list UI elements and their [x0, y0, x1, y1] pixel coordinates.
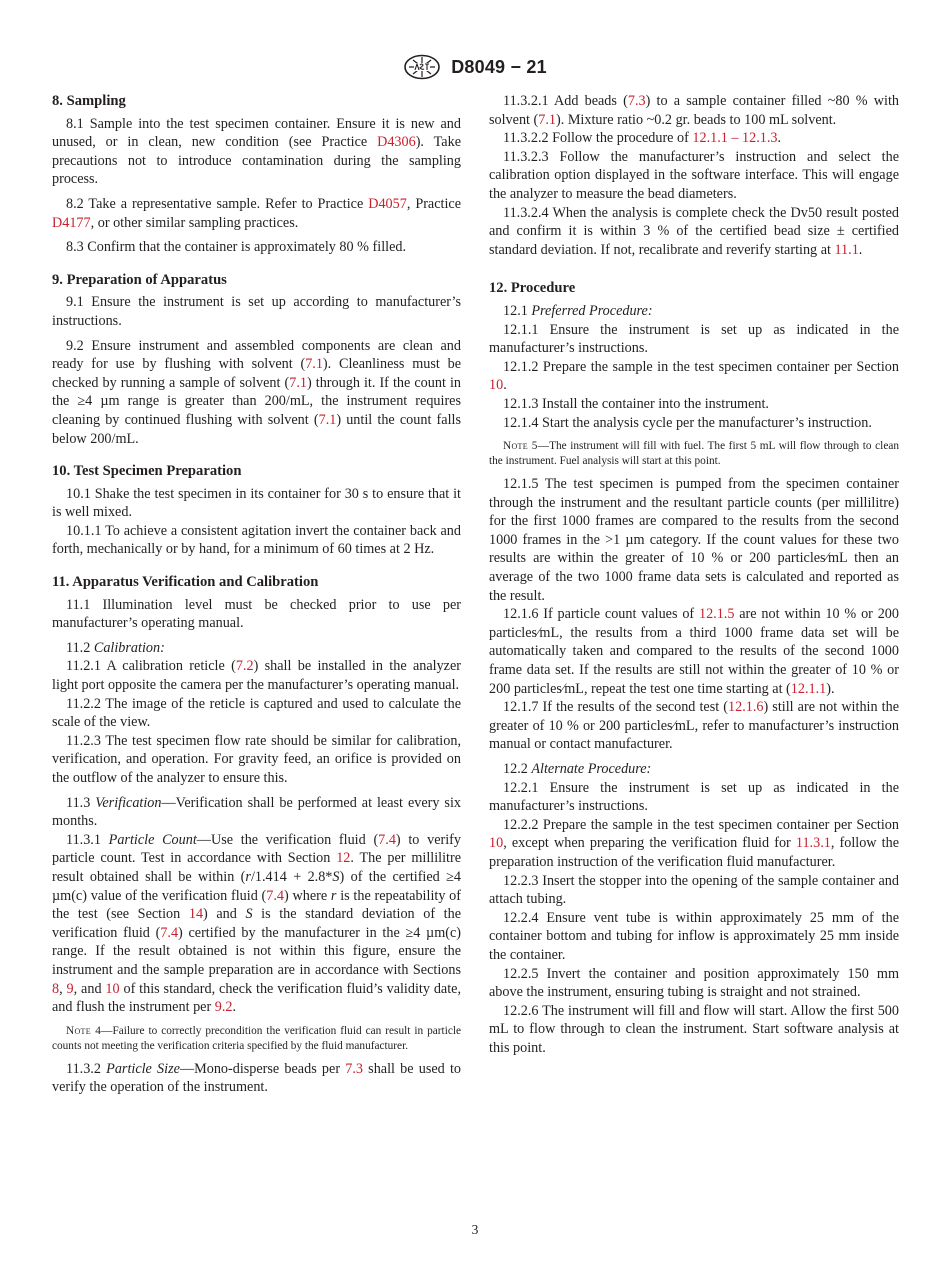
- ref-7-1-link[interactable]: 7.1: [305, 356, 323, 373]
- section-11-heading: 11. Apparatus Verification and Calibration: [52, 574, 319, 591]
- para-11-1: 11.1 Illumination level must be checked prior to use per manufacturer’s operating manual.: [52, 596, 461, 632]
- para-12-2-4: 12.2.4 Ensure vent tube is within approximately 25 mm of the container bottom and tubing for inflow is approximately 25 mm inside the container.: [489, 909, 899, 963]
- ref-11-3-1-link[interactable]: 11.3.1: [795, 835, 831, 852]
- ref-section-10-link[interactable]: 10: [489, 835, 504, 852]
- para-11-2: 11.2 Calibration:: [66, 639, 165, 656]
- para-8-3: 8.3 Confirm that the container is approximately 80 % filled.: [66, 239, 407, 256]
- para-9-1: 9.1 Ensure the instrument is set up according to manufacturer’s instructions.: [52, 294, 461, 329]
- para-10-1-1: 10.1.1 To achieve a consistent agitation invert the container back and forth, mechanically or by hand, for a minimum of 60 times at 2 Hz.: [52, 522, 461, 558]
- ref-11-1-link[interactable]: 11.1: [834, 241, 859, 258]
- ref-7-1-link[interactable]: 7.1: [318, 411, 337, 428]
- para-8-1: 8.1 Sample into the test specimen container. Ensure it is new and unused, or in clean, new condition (see Practice D4306). Take precautions not to introduce contamination during the sampling process.: [52, 115, 461, 188]
- section-12-heading: 12. Procedure: [489, 280, 576, 297]
- document-designation: D8049 − 21: [451, 56, 547, 77]
- note-4: Note 4—Failure to correctly precondition the verification fluid can result in particle counts not meeting the verification criteria specified by the fluid manufacturer.: [52, 1024, 461, 1052]
- para-12-1: 12.1 Preferred Procedure:: [503, 302, 653, 319]
- note-5: Note 5—The instrument will fill with fuel. The first 5 mL will flow through to clean the instrument. Fuel analysis will start at this point.: [489, 440, 899, 468]
- ref-7-1-link[interactable]: 7.1: [289, 374, 307, 391]
- para-11-2-2: 11.2.2 The image of the reticle is captured and used to calculate the scale of the view.: [52, 695, 461, 731]
- ref-7-4-link[interactable]: 7.4: [160, 924, 179, 941]
- para-12-2-1: 12.2.1 Ensure the instrument is set up as indicated in the manufacturer’s instructions.: [489, 779, 899, 815]
- para-12-1-2: 12.1.2 Prepare the sample in the test specimen container per Section 10.: [489, 358, 899, 394]
- ref-d4057-link[interactable]: D4057: [368, 195, 407, 212]
- ref-7-4-link[interactable]: 7.4: [266, 887, 285, 904]
- para-12-2: 12.2 Alternate Procedure:: [503, 761, 652, 777]
- para-11-3-2-3: 11.3.2.3 Follow the manufacturer’s instruction and select the calibration option displayed in the software interface. This will engage the analyzer to measure the bead diameters.: [489, 148, 899, 202]
- ref-12-1-6-link[interactable]: 12.1.6: [728, 699, 764, 716]
- para-12-2-2: 12.2.2 Prepare the sample in the test specimen container per Section 10, except when preparing the verification fluid for 11.3.1, follow the preparation instruction of the verification fluid manufacturer.: [489, 816, 900, 870]
- para-12-2-6: 12.2.6 The instrument will fill and flow will start. Allow the first 500 mL to flow through to clean the instrument. Start software analysis at this point.: [489, 1002, 899, 1056]
- ref-7-3-link[interactable]: 7.3: [627, 93, 646, 109]
- para-12-2-3: 12.2.3 Insert the stopper into the opening of the sample container and attach tubing.: [489, 872, 899, 908]
- para-11-3-1: 11.3.1 Particle Count—Use the verification fluid (7.4) to verify particle count. Test in accordance with Section 12. The per millilitre result obtained shall be within (r/1.414 + 2.8*S) of the certified ≥4 µm(c) value of the verification fluid (7.4) where r is the repeatability of the test (see Section 14) and S is the standard deviation of the verification fluid (7.4) certified by the manufacturer in the ≥4 µm(c) range. If the result obtained is not within this figure, ensure the instrument and the sample preparation are in accordance with Sections 8, 9, and 10 of this standard, check the verification fluid’s validity date, and flush the instrument per 9.2.: [52, 831, 462, 1016]
- ref-section-10-link[interactable]: 10: [105, 980, 120, 997]
- para-8-2: 8.2 Take a representative sample. Refer to Practice D4057, Practice D4177, or other similar sampling practices.: [52, 195, 462, 231]
- para-11-3-2-2: 11.3.2.2 Follow the procedure of 12.1.1 – 12.1.3.: [503, 130, 782, 147]
- section-10-heading: 10. Test Specimen Preparation: [52, 463, 242, 480]
- ref-12-1-1-link[interactable]: 12.1.1: [790, 680, 827, 697]
- ref-d4306-link[interactable]: D4306: [377, 134, 416, 151]
- para-12-1-5: 12.1.5 The test specimen is pumped from the specimen container through the instrument and the resultant particle counts (per millilitre) for the first 1000 frames are compared to the results from the second 1000 frames in the >1 µm category. If the count values for these two results are within the greater of 10 % or 200 particles⁄mL then an average of the two 1000 frame data sets is calculated and reported as the result.: [489, 476, 899, 604]
- ref-7-1-link[interactable]: 7.1: [538, 111, 556, 128]
- ref-d4177-link[interactable]: D4177: [52, 214, 91, 231]
- para-12-1-6: 12.1.6 If particle count values of 12.1.5 are not within 10 % or 200 particles⁄mL, the results from a third 1000 frame data set will be automatically taken and compared to the results of the second 1000 frame data set. If the results are still not within the greater of 10 % or 200 particles⁄mL, repeat the test one time starting at (12.1.1).: [489, 606, 899, 697]
- para-11-2-1: 11.2.1 A calibration reticle (7.2) shall be installed in the analyzer light port opposite the camera per the manufacturer’s operating manual.: [52, 658, 461, 694]
- para-11-3-2-4: 11.3.2.4 When the analysis is complete check the Dv50 result posted and confirm it is within 3 % of the certified bead size ± certified standard deviation. If not, recalibrate and reverify starting at 11.1.: [489, 204, 899, 258]
- ref-section-10-link[interactable]: 10: [489, 377, 504, 394]
- para-12-1-1: 12.1.1 Ensure the instrument is set up as indicated in the manufacturer’s instructions.: [489, 321, 899, 357]
- ref-7-3-link[interactable]: 7.3: [345, 1060, 363, 1077]
- ref-section-12-link[interactable]: 12: [336, 850, 351, 867]
- ref-section-9-link[interactable]: 9: [66, 980, 74, 997]
- page-header: [0, 54, 950, 80]
- section-9-heading: 9. Preparation of Apparatus: [52, 271, 227, 288]
- ref-section-14-link[interactable]: 14: [188, 906, 204, 923]
- para-11-3-2-1: 11.3.2.1 Add beads (7.3) to a sample container filled ~80 % with solvent (7.1). Mixture ratio ~0.2 gr. beads to 100 mL solvent.: [489, 93, 899, 128]
- para-11-3: 11.3 Verification—Verification shall be performed at least every six months.: [52, 794, 461, 830]
- ref-9-2-link[interactable]: 9.2: [214, 999, 233, 1016]
- ref-12-1-5-link[interactable]: 12.1.5: [698, 606, 735, 623]
- para-9-2: 9.2 Ensure instrument and assembled components are clean and ready for use by flushing with solvent (7.1). Cleanliness must be checked by running a sample of solvent (7.1) through it. If the count in the ≥4 µm range is greater than 200/mL, the instrument requires cleaning by continued flushing with solvent (7.1) until the count falls below 200/mL.: [52, 337, 461, 447]
- left-column: [52, 92, 461, 1097]
- para-12-2-5: 12.2.5 Invert the container and position approximately 150 mm above the instrument, ensuring tubing is straight and not strained.: [489, 965, 899, 1001]
- ref-7-4-link[interactable]: 7.4: [378, 831, 396, 848]
- page-number: 3: [471, 1222, 479, 1237]
- ref-section-8-link[interactable]: 8: [52, 980, 60, 997]
- para-11-2-3: 11.2.3 The test specimen flow rate should be similar for calibration, verification, and operation. For gravity feed, an orifice is provided on the outflow of the analyzer to ensure this.: [52, 732, 461, 786]
- right-column: [489, 92, 899, 1058]
- para-10-1: 10.1 Shake the test specimen in its container for 30 s to ensure that it is well mixed.: [52, 485, 461, 521]
- ref-7-2-link[interactable]: 7.2: [235, 658, 254, 675]
- para-12-1-7: 12.1.7 If the results of the second test (12.1.6) still are not within the greater of 10 % or 200 particles⁄mL, refer to manufacturer’s instruction manual or contact manufacturer.: [489, 699, 899, 753]
- para-12-1-3: 12.1.3 Install the container into the instrument.: [503, 395, 769, 412]
- para-12-1-4: 12.1.4 Start the analysis cycle per the manufacturer’s instruction.: [503, 414, 872, 431]
- section-8-heading: 8. Sampling: [52, 93, 126, 109]
- astm-logo: [403, 54, 441, 80]
- para-11-3-2: 11.3.2 Particle Size—Mono-disperse beads per 7.3 shall be used to verify the operation of the instrument.: [52, 1060, 462, 1096]
- ref-12-1-1-range-link[interactable]: 12.1.1 – 12.1.3: [692, 130, 778, 147]
